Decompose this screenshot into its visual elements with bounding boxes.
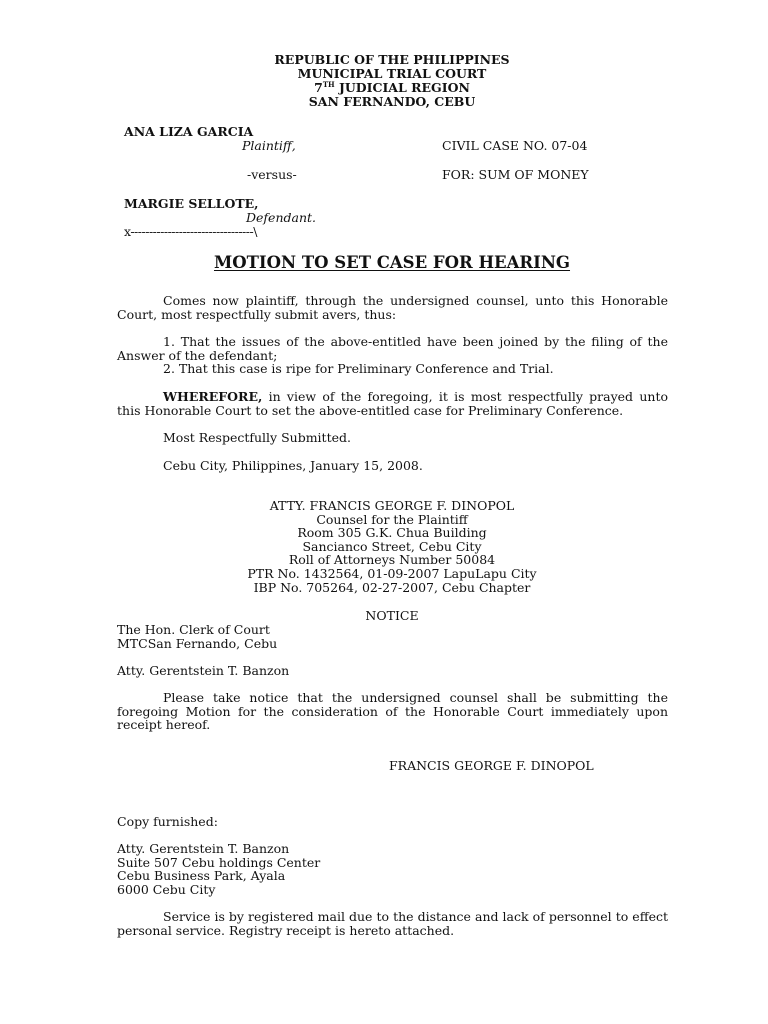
submitted-line: Most Respectfully Submitted. [163, 430, 351, 445]
defendant-role: Defendant. [246, 210, 316, 225]
plaintiff-name: ANA LIZA GARCIA [124, 124, 254, 139]
wherefore-paragraph [117, 390, 668, 417]
copy-name: Atty. Gerentstein T. Banzon [117, 841, 290, 856]
signature-block [0, 499, 768, 594]
place-date: Cebu City, Philippines, January 15, 2008. [163, 458, 423, 473]
intro-paragraph: Comes now plaintiff, through the undersigned counsel, unto this Honorable Court, most respectfully submit avers, thus: [117, 293, 668, 322]
signature-address-1: Room 305 G.K. Chua Building [297, 525, 487, 541]
copy-address-1: Suite 507 Cebu holdings Center [117, 855, 321, 870]
signature-ibp: IBP No. 705264, 02-27-2007, Cebu Chapter [253, 579, 531, 595]
notice-text: Please take notice that the undersigned counsel shall be submitting the foregoing Motion for the consideration of the Honorable Court immediately upon receipt hereof. [117, 690, 668, 732]
wherefore-lead: WHEREFORE, [163, 389, 263, 404]
case-subject: FOR: SUM OF MONEY [442, 167, 589, 182]
header-region [0, 81, 768, 95]
copy-address-2: Cebu Business Park, Ayala [117, 868, 286, 883]
signature-roll: Roll of Attorneys Number 50084 [288, 552, 496, 568]
copy-address-3: 6000 Cebu City [117, 882, 216, 897]
versus-label: -versus- [247, 167, 297, 182]
header-court: MUNICIPAL TRIAL COURT [297, 66, 487, 81]
signature-ptr: PTR No. 1432564, 01-09-2007 LapuLapu City [247, 565, 537, 581]
notice-to-court: MTCSan Fernando, Cebu [117, 636, 278, 651]
caption-rule: x---------------------------------\ [124, 224, 257, 239]
item-one: 1. That the issues of the above-entitled have been joined by the filing of the Answer of the defendant; [117, 334, 668, 363]
plaintiff-role: Plaintiff, [242, 138, 296, 153]
notice-atty: Atty. Gerentstein T. Banzon [117, 663, 290, 678]
copy-label: Copy furnished: [117, 814, 218, 829]
header-region-suffix: TH [322, 80, 335, 89]
signature-role: Counsel for the Plaintiff [316, 511, 468, 527]
notice-heading: NOTICE [365, 608, 419, 623]
court-header [0, 53, 768, 109]
notice-to-clerk: The Hon. Clerk of Court [117, 622, 270, 637]
header-region-number: 7 [314, 80, 323, 95]
wherefore-text: in view of the foregoing, it is most respectfully prayed unto this Honorable Court to set the above-entitled case for Preliminary Conference. [117, 389, 668, 418]
motion-title: MOTION TO SET CASE FOR HEARING [213, 253, 571, 272]
header-republic: REPUBLIC OF THE PHILIPPINES [274, 52, 510, 67]
defendant-name: MARGIE SELLOTE, [124, 196, 259, 211]
service-paragraph: Service is by registered mail due to the distance and lack of personnel to effect personal service. Registry receipt is hereto attached. [117, 909, 668, 938]
header-region-text: JUDICIAL REGION [334, 80, 470, 95]
item-two: 2. That this case is ripe for Preliminary Conference and Trial. [163, 361, 554, 376]
signature-name: ATTY. FRANCIS GEORGE F. DINOPOL [269, 498, 515, 513]
signature-address-2: Sancianco Street, Cebu City [302, 538, 482, 554]
header-location: SAN FERNANDO, CEBU [308, 94, 476, 109]
case-number: CIVIL CASE NO. 07-04 [442, 138, 588, 153]
notice-signer: FRANCIS GEORGE F. DINOPOL [389, 758, 594, 773]
